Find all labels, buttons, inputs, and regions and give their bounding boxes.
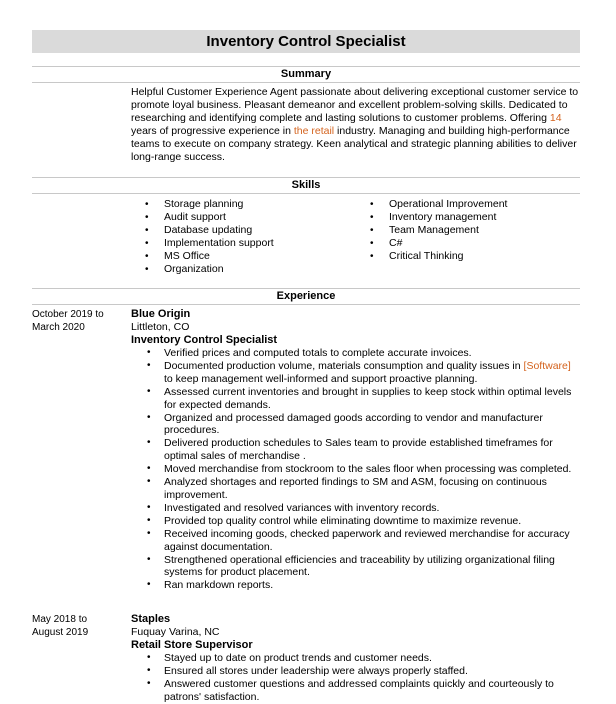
job-dates — [32, 308, 122, 334]
job-bullets — [131, 347, 581, 592]
job-bullet: • Verified prices and computed totals to complete accurate invoices. — [131, 347, 581, 360]
summary-highlight-industry: the retail — [293, 125, 335, 137]
job-location: Fuquay Varina, NC — [131, 626, 220, 638]
skill-item: • Operational Improvement — [370, 198, 507, 211]
job-bullet: • Investigated and resolved variances with inventory records. — [131, 502, 581, 515]
skills-list-left — [145, 198, 274, 276]
job-bullet: • Assessed current inventories and brought in supplies to keep stock within optimal levels for expected demands. — [131, 386, 581, 412]
skill-item: • Audit support — [145, 211, 274, 224]
job-company: Staples — [131, 613, 171, 625]
job-bullet: • Ran markdown reports. — [131, 579, 581, 592]
skill-item: • Organization — [145, 263, 274, 276]
skills-heading: Skills — [32, 177, 580, 194]
job-title: Inventory Control Specialist — [131, 334, 278, 346]
job-bullet: • Moved merchandise from stockroom to the sales floor when processing was completed. — [131, 463, 581, 476]
job-date-end: March 2020 — [32, 322, 85, 333]
summary-text-part: industry. Managing and building high-performance teams to execute on company strategy. Keen analytical and strategic planning abilities to deliver long-range success. — [131, 125, 577, 163]
skill-item: • Database updating — [145, 224, 274, 237]
summary-highlight-years: 14 — [549, 112, 562, 124]
job-bullet — [131, 360, 581, 386]
skill-item: • Storage planning — [145, 198, 274, 211]
summary-text-part: years of progressive experience in — [131, 125, 294, 137]
summary-heading: Summary — [32, 66, 580, 83]
job-location: Littleton, CO — [131, 321, 190, 333]
skill-item: • Inventory management — [370, 211, 507, 224]
job-bullet: • Ensured all stores under leadership were always properly staffed. — [131, 665, 581, 678]
job-bullets — [131, 652, 581, 704]
job-bullet: • Analyzed shortages and reported findings to SM and ASM, focusing on continuous improvement. — [131, 476, 581, 502]
skill-item: • MS Office — [145, 250, 274, 263]
job-company: Blue Origin — [131, 308, 191, 320]
job-entry — [131, 308, 581, 592]
job-date-end: August 2019 — [32, 627, 89, 638]
job-bullet: • Answered customer questions and addressed complaints quickly and courteously to patrons' satisfaction. — [131, 678, 581, 704]
job-bullet: • Strengthened operational efficiencies and traceability by utilizing organizational filing systems for product placement. — [131, 554, 581, 580]
job-title: Retail Store Supervisor — [131, 639, 253, 651]
job-bullet: • Provided top quality control while eliminating downtime to maximize revenue. — [131, 515, 581, 528]
job-bullet-text: Documented production volume, materials consumption and quality issues in [Software] to keep management well-informed and support proactive planning. — [164, 359, 571, 385]
skill-item: • Team Management — [370, 224, 507, 237]
job-dates — [32, 613, 122, 639]
resume-title: Inventory Control Specialist — [32, 30, 580, 53]
software-placeholder: [Software] — [523, 359, 571, 372]
job-bullet: • Received incoming goods, checked paperwork and reviewed merchandise for accuracy against documentation. — [131, 528, 581, 554]
skill-item: • Implementation support — [145, 237, 274, 250]
job-date-start: May 2018 to — [32, 614, 88, 625]
job-date-start: October 2019 to — [32, 309, 104, 320]
job-bullet: • Stayed up to date on product trends and customer needs. — [131, 652, 581, 665]
summary-text — [131, 86, 579, 164]
summary-text-part: Helpful Customer Experience Agent passionate about delivering exceptional customer service to promote loyal business. Pleasant demeanor and excellent problem-solving skills. Dedicated to researching and identifying complete and lasting solutions to customer problems. Offering — [131, 86, 579, 124]
experience-heading: Experience — [32, 288, 580, 305]
skill-item: • Critical Thinking — [370, 250, 507, 263]
job-bullet: • Delivered production schedules to Sales team to provide established timeframes for optimal sales of merchandise . — [131, 437, 581, 463]
job-entry — [131, 613, 581, 704]
skills-list-right — [370, 198, 507, 263]
skill-item: • C# — [370, 237, 507, 250]
job-bullet: • Organized and processed damaged goods according to vendor and manufacturer procedures. — [131, 412, 581, 438]
